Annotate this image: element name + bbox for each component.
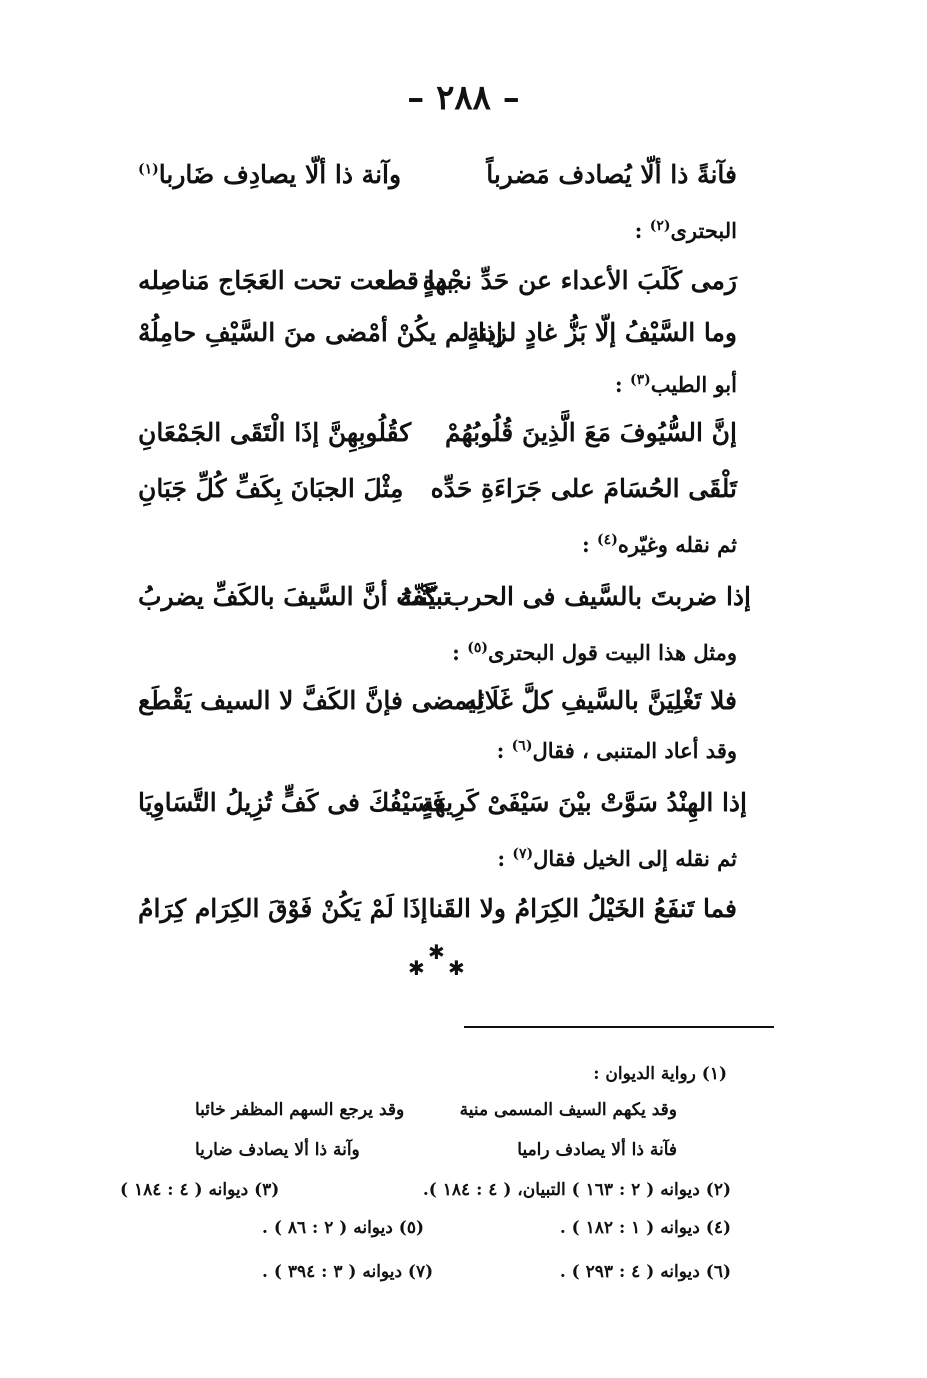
- verse-first-hemistich: إذا الهِنْدُ سَوَّتْ بيْنَ سَيْفَىْ كَرِيهَةٍ: [421, 788, 747, 817]
- intro-text: ثم نقله وغيّره: [617, 532, 737, 557]
- footnote-reference: (٥) ديوانه ( ٢ : ٨٦ ) .: [262, 1218, 425, 1238]
- page-number: – ٢٨٨ –: [407, 78, 520, 118]
- footnote-marker: (١): [138, 161, 159, 178]
- intro-line: [452, 640, 737, 665]
- verse-line: [0, 418, 927, 458]
- verse-line: [0, 160, 927, 200]
- verse-second-hemistich: كقُلُوبِهِنَّ إذَا الْتَقَى الجَمْعَانِ: [138, 418, 412, 447]
- footnote-verse-second: وآنة ذا ألا يصادف ضاريا: [195, 1140, 360, 1160]
- footnote-reference: (٤) ديوانه ( ١ : ١٨٢ ) .: [559, 1218, 731, 1238]
- poet-name: أبو الطيب: [650, 372, 737, 397]
- section-ornament: [400, 940, 480, 980]
- colon: :: [581, 532, 598, 557]
- verse-line: [0, 474, 927, 514]
- footnote-marker: (٥): [467, 640, 489, 656]
- intro-text: ثم نقله إلى الخيل فقال: [533, 846, 737, 871]
- verse-second-hemistich: إذا لم يكُنْ أمْضى منَ السَّيْفِ حامِلُهْ: [138, 318, 504, 347]
- verse-line: [0, 318, 927, 358]
- intro-text: وقد أعاد المتنبى ، فقال: [532, 738, 737, 763]
- ornament-star-icon: ✱: [448, 956, 465, 980]
- verse-second-hemistich: ليمضى فإنَّ الكَفَّ لا السيف يَقْطَع: [138, 686, 484, 715]
- verse-line: [0, 894, 927, 934]
- footnote-reference: (٣) ديوانه ( ٤ : ١٨٤ ): [120, 1180, 280, 1200]
- footnote-reference: (٢) ديوانه ( ٢ : ١٦٣ ) التبيان، ( ٤ : ١٨٤ ).: [422, 1180, 731, 1200]
- verse-second-hemistich: مِثْلَ الجبَانَ بِكَفِّ كُلِّ جَبَانِ: [138, 474, 404, 503]
- poet-attribution: [635, 218, 737, 243]
- verse-second-hemistich: [138, 160, 401, 189]
- footnote-label: (١) رواية الديوان :: [593, 1064, 727, 1084]
- intro-text: ومثل هذا البيت قول البحترى: [488, 640, 737, 665]
- verse-line: [0, 788, 927, 828]
- verse-second-hemistich: إذَا لَمْ يَكُنْ فَوْقَ الكِرَام كِرَامُ: [138, 894, 428, 923]
- footnote-reference: (٦) ديوانه ( ٤ : ٢٩٣ ) .: [559, 1262, 731, 1282]
- verse-second-hemistich: بها قطعت تحت العَجَاج مَناصِله: [138, 266, 454, 295]
- ornament-star-icon: ✱: [408, 956, 425, 980]
- poet-name: البحترى: [670, 218, 737, 243]
- footnote-verse-second: وقد يرجع السهم المظفر خائبا: [195, 1100, 405, 1120]
- ornament-star-icon: ✱: [428, 940, 445, 964]
- footnote-reference: (٧) ديوانه ( ٣ : ٣٩٤ ) .: [262, 1262, 434, 1282]
- verse-first-hemistich: فما تَنفَعُ الخَيْلُ الكِرَامُ ولا القَنا: [428, 894, 737, 923]
- verse-line: [0, 686, 927, 726]
- verse-first-hemistich: فآنةً ذا ألّا يُصادف مَضرباً: [486, 160, 737, 189]
- footnote-marker: (٤): [597, 532, 618, 548]
- footnote-verse-first: وقد يكهم السيف المسمى منية: [459, 1100, 677, 1120]
- verse-first-hemistich: فلا تَغْلِيَنَّ بالسَّيفِ كلَّ غَلَائِه: [464, 686, 737, 715]
- footnote-marker: (٢): [649, 218, 671, 234]
- colon: :: [496, 738, 512, 763]
- footnote-divider: [464, 1026, 774, 1028]
- footnote-marker: (٧): [512, 846, 534, 862]
- verse-first-hemistich: إذا ضربتَ بالسَّيف فى الحرب كَفّهُ: [399, 582, 751, 611]
- intro-line: [497, 846, 737, 871]
- colon: :: [634, 218, 650, 243]
- footnote-verse-first: فآنة ذا ألا يصادف راميا: [517, 1140, 677, 1160]
- colon: :: [452, 640, 468, 665]
- verse-line: [0, 266, 927, 306]
- intro-line: [497, 738, 737, 763]
- poet-attribution: [582, 532, 737, 557]
- verse-second-hemistich: فَسَيْفُكَ فى كَفٍّ تُزِيلُ التَّسَاوِيَا: [138, 788, 445, 817]
- colon: :: [497, 846, 513, 871]
- hemistich-text: وآنة ذا ألّا يصادِف ضَاربا: [158, 160, 402, 189]
- verse-line: [0, 582, 927, 622]
- colon: :: [614, 372, 630, 397]
- verse-first-hemistich: إنَّ السُّيُوفَ مَعَ الَّذِينَ قُلُوبُهُمْ: [445, 418, 737, 447]
- verse-first-hemistich: رَمى كَلَبَ الأعداء عن حَدِّ نجْدةٍ: [422, 266, 737, 295]
- footnote-marker: (٦): [511, 738, 533, 754]
- poet-attribution: [615, 372, 737, 397]
- verse-second-hemistich: تبيَّنْتَ أنَّ السَّيفَ بالكَفِّ يضربُ: [138, 582, 451, 611]
- verse-first-hemistich: تَلْقَى الحُسَامَ على جَرَاءَةِ حَدِّه: [430, 474, 737, 503]
- footnote-marker: (٣): [629, 372, 651, 388]
- verse-first-hemistich: وما السَّيْفُ إلّا بَزُّ غادٍ لزينةٍ: [467, 318, 737, 347]
